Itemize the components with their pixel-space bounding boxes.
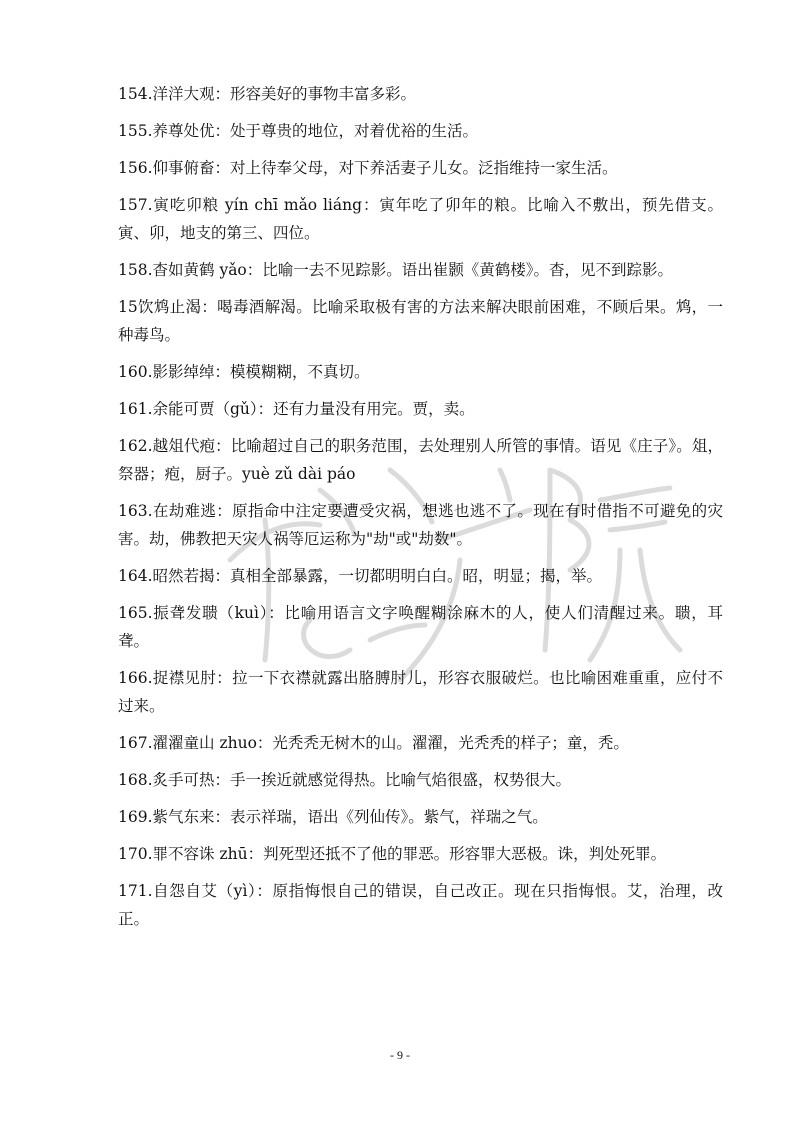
list-item: 171.自怨自艾（yì）：原指悔恨自己的错误，自己改正。现在只指悔恨。艾，治理，改正。 <box>118 882 723 928</box>
list-item: 165.振聋发聩（kuì）：比喻用语言文字唤醒糊涂麻木的人，使人们清醒过来。聩，耳聋。 <box>118 604 723 650</box>
list-item: 162.越俎代疱：比喻超过自己的职务范围，去处理别人所管的事情。语见《庄子》。俎，祭器；疱，厨子。yuè zǔ dài páo <box>118 437 723 483</box>
list-item: 167.濯濯童山 zhuo：光秃秃无树木的山。濯濯，光秃秃的样子；童，秃。 <box>118 734 629 752</box>
list-item: 168.炙手可热：手一挨近就感觉得热。比喻气焰很盛，权势很大。 <box>118 771 572 789</box>
list-item: 156.仰事俯畜：对上待奉父母，对下养活妻子儿女。泛指维持一家生活。 <box>118 159 618 177</box>
list-item: 170.罪不容诛 zhū：判死型还抵不了他的罪恶。形容罪大恶极。诛，判处死罪。 <box>118 845 667 863</box>
list-item: 169.紫气东来：表示祥瑞，语出《列仙传》。紫气，祥瑞之气。 <box>118 808 548 826</box>
list-item: 157.寅吃卯粮 yín chī mǎo liáng：寅年吃了卯年的粮。比喻入不敷出，预先借支。寅、卯，地支的第三、四位。 <box>118 196 723 242</box>
list-item: 155.养尊处优：处于尊贵的地位，对着优裕的生活。 <box>118 122 479 140</box>
list-item: 164.昭然若揭：真相全部暴露，一切都明明白白。昭，明显；揭，举。 <box>118 567 603 585</box>
list-item: 158.杳如黄鹤 yǎo：比喻一去不见踪影。语出崔颢《黄鹤楼》。杳，见不到踪影。 <box>118 261 674 279</box>
page-number: - 9 - <box>390 1048 410 1062</box>
list-item: 15饮鸩止渴：喝毒酒解渴。比喻采取极有害的方法来解决眼前困难，不顾后果。鸩，一种毒鸟。 <box>118 298 723 344</box>
list-item: 166.捉襟见肘：拉一下衣襟就露出胳膊肘儿，形容衣服破烂。也比喻困难重重，应付不过来。 <box>118 669 723 715</box>
list-item: 154.洋洋大观：形容美好的事物丰富多彩。 <box>118 85 417 103</box>
list-item: 160.影影绰绰：模模糊糊，不真切。 <box>118 363 370 381</box>
idiom-list <box>118 80 723 933</box>
list-item: 161.余能可贾（gǔ）：还有力量没有用完。贾，卖。 <box>118 400 475 418</box>
list-item: 163.在劫难逃：原指命中注定要遭受灾祸，想逃也逃不了。现在有时借指不可避免的灾害。劫，佛教把天灾人祸等厄运称为"劫"或"劫数"。 <box>118 502 723 548</box>
